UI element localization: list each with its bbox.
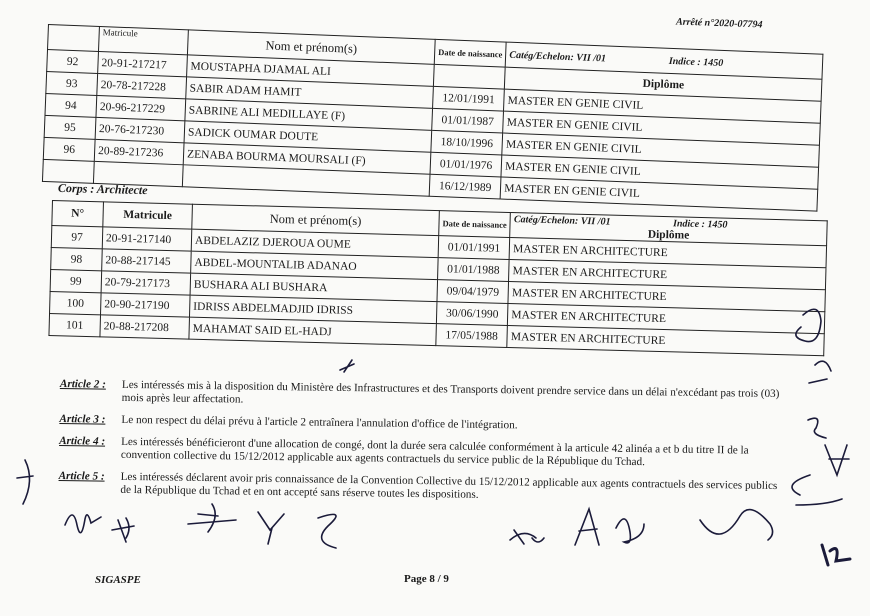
header-matricule: Matricule	[103, 202, 193, 229]
signature-5	[318, 514, 336, 548]
initials-right-2	[809, 361, 831, 383]
arrete-reference: Arrêté n°2020-07794	[675, 16, 763, 31]
initials-right-3	[808, 418, 826, 438]
header-n: N°	[52, 201, 104, 227]
initials-right-4	[825, 445, 849, 475]
table-row: 95 20-76-217230 SADICK OUMAR DOUTE 18/10/1996 MASTER EN GENIE CIVIL	[44, 115, 820, 167]
initials-left	[17, 460, 33, 504]
signature-2	[112, 518, 134, 542]
table-row: 92 20-91-217217 MOUSTAPHA DJAMAL ALI Diplôme	[47, 50, 823, 102]
corps-label: Corps : Architecte	[57, 180, 148, 198]
signature-3	[188, 504, 236, 532]
table-row: 16/12/1989 MASTER EN GENIE CIVIL	[42, 159, 818, 211]
header-date: Date de naissance	[439, 211, 511, 238]
table-row: 98 20-88-217145 ABDEL-MOUNTALIB ADANAO 01/01/1988 MASTER EN ARCHITECTURE	[51, 247, 827, 289]
table-row: 97 20-91-217140 ABDELAZIZ DJEROUA OUME 01/01/1991 MASTER EN ARCHITECTURE	[51, 226, 827, 268]
table-row: 99 20-79-217173 BUSHARA ALI BUSHARA 09/04/1979 MASTER EN ARCHITECTURE	[50, 269, 826, 311]
article-3: Article 3 : Le non respect du délai prévu à l'article 2 entraînera l'annulation d'office de l'intégration.	[59, 412, 518, 432]
header-date: Date de naissance	[434, 39, 506, 67]
signature-9	[700, 510, 773, 540]
header-categ: Catég/Echelon: VII /01 Indice : 1450	[505, 42, 823, 79]
header-matricule: Matricule	[98, 26, 188, 54]
header-diplome: Diplôme	[505, 67, 823, 101]
header-categ: Catég/Echelon: VII /01 Indice : 1450 Diplôme	[510, 213, 828, 246]
table-row: 93 20-78-217228 SABIR ADAM HAMIT 12/01/1991 MASTER EN GENIE CIVIL	[46, 71, 822, 123]
article-5: Article 5 : Les intéressés déclarent avoir pris connaissance de la Convention Collective du 15/12/2012 applicable aux agents contractuels des services publics de la République du Tchad et en ont accepté sans réserve toutes les dispositions.	[58, 469, 778, 501]
table-row: 101 20-88-217208 MAHAMAT SAID EL-HADJ 17/05/1988 MASTER EN ARCHITECTURE	[49, 313, 825, 355]
header-nom: Nom et prénom(s)	[192, 204, 440, 235]
header-nom: Nom et prénom(s)	[187, 30, 435, 64]
initials-right-1	[796, 309, 821, 341]
signature-4	[258, 512, 284, 544]
table-row: 94 20-96-217229 SABRINE ALI MEDILLAYE (F) 01/01/1987 MASTER EN GENIE CIVIL	[45, 93, 821, 145]
signature-10	[792, 475, 842, 505]
paraph-mid	[340, 360, 354, 372]
table-row: 100 20-90-217190 IDRISS ABDELMADJID IDRISS 30/06/1990 MASTER EN ARCHITECTURE	[50, 291, 826, 333]
signature-7	[575, 509, 599, 545]
article-4: Article 4 : Les intéressés bénéficieront d'une allocation de congé, dont la durée sera calculée conformément à la articule 42 alinéa a et b du titre II de la convention collective du 15/12/2012 applicable aux agents contractuels du service public de la République du Tchad.	[59, 434, 749, 469]
header-diplome: Diplôme	[647, 228, 690, 242]
signature-6	[510, 530, 544, 544]
table-row: 96 20-89-217236 ZENABA BOURMA MOURSALI (F) 01/01/1976 MASTER EN GENIE CIVIL	[43, 137, 819, 189]
article-2: Article 2 : Les intéressés mis à la disposition du Ministère des Infrastructures et des Transports doivent prendre service dans un délai n'excédant pas trois (03) mois après leur affectation.	[59, 378, 780, 406]
initials-bottom-right	[822, 545, 850, 565]
footer-sigaspe: SIGASPE	[95, 574, 141, 586]
page-number: Page 8 / 9	[404, 573, 449, 585]
signature-1	[65, 515, 101, 533]
signature-8	[616, 519, 644, 543]
